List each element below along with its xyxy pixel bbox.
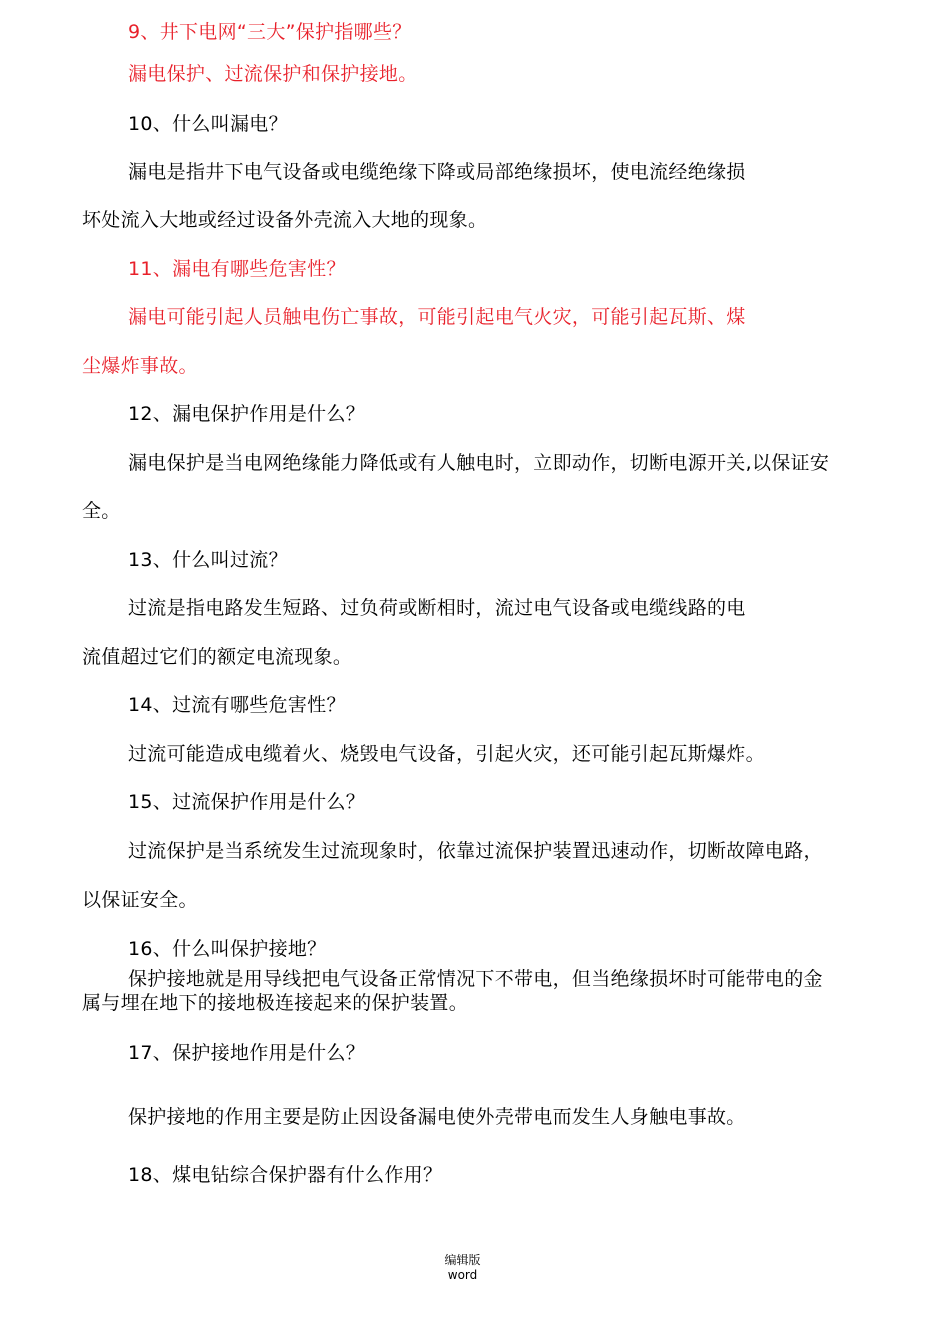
text-line: 保护接地就是用导线把电气设备正常情况下不带电，但当绝缘损坏时可能带电的金 [128,968,823,990]
text-line: 漏电保护、过流保护和保护接地。 [128,63,418,85]
text-line: 10、什么叫漏电？ [128,113,288,135]
text-line: 14、过流有哪些危害性？ [128,694,346,716]
text-line: 17、保护接地作用是什么？ [128,1042,366,1064]
text-line: 以保证安全。 [82,889,198,911]
text-line: 流值超过它们的额定电流现象。 [82,646,353,668]
text-line: 过流可能造成电缆着火、烧毁电气设备，引起火灾，还可能引起瓦斯爆炸。 [128,743,765,765]
text-line: 尘爆炸事故。 [82,355,198,377]
text-line: 15、过流保护作用是什么？ [128,791,366,813]
text-line: 漏电是指井下电气设备或电缆绝缘下降或局部绝缘损坏，使电流经绝缘损 [128,161,746,183]
text-line: 过流是指电路发生短路、过负荷或断相时，流过电气设备或电缆线路的电 [128,597,746,619]
text-line: 13、什么叫过流？ [128,549,288,571]
footer-label-2: word [447,1268,478,1282]
text-line: 保护接地的作用主要是防止因设备漏电使外壳带电而发生人身触电事故。 [128,1106,746,1128]
text-line: 过流保护是当系统发生过流现象时，依靠过流保护装置迅速动作，切断故障电路， [128,840,823,862]
text-line: 全。 [82,500,121,522]
footer-label-1: 编辑版 [444,1253,481,1267]
text-line: 18、煤电钻综合保护器有什么作用？ [128,1164,443,1186]
text-line: 12、漏电保护作用是什么？ [128,403,366,425]
text-line: 11、漏电有哪些危害性？ [128,258,346,280]
text-line: 漏电可能引起人员触电伤亡事故，可能引起电气火灾，可能引起瓦斯、煤 [128,306,746,328]
text-line: 9、井下电网“三大”保护指哪些？ [128,21,412,43]
text-line: 属与埋在地下的接地极连接起来的保护装置。 [82,992,469,1014]
text-line: 坏处流入大地或经过设备外壳流入大地的现象。 [82,209,488,231]
text-line: 16、什么叫保护接地？ [128,938,327,960]
text-line: 漏电保护是当电网绝缘能力降低或有人触电时，立即动作，切断电源开关,以保证安 [128,452,830,474]
